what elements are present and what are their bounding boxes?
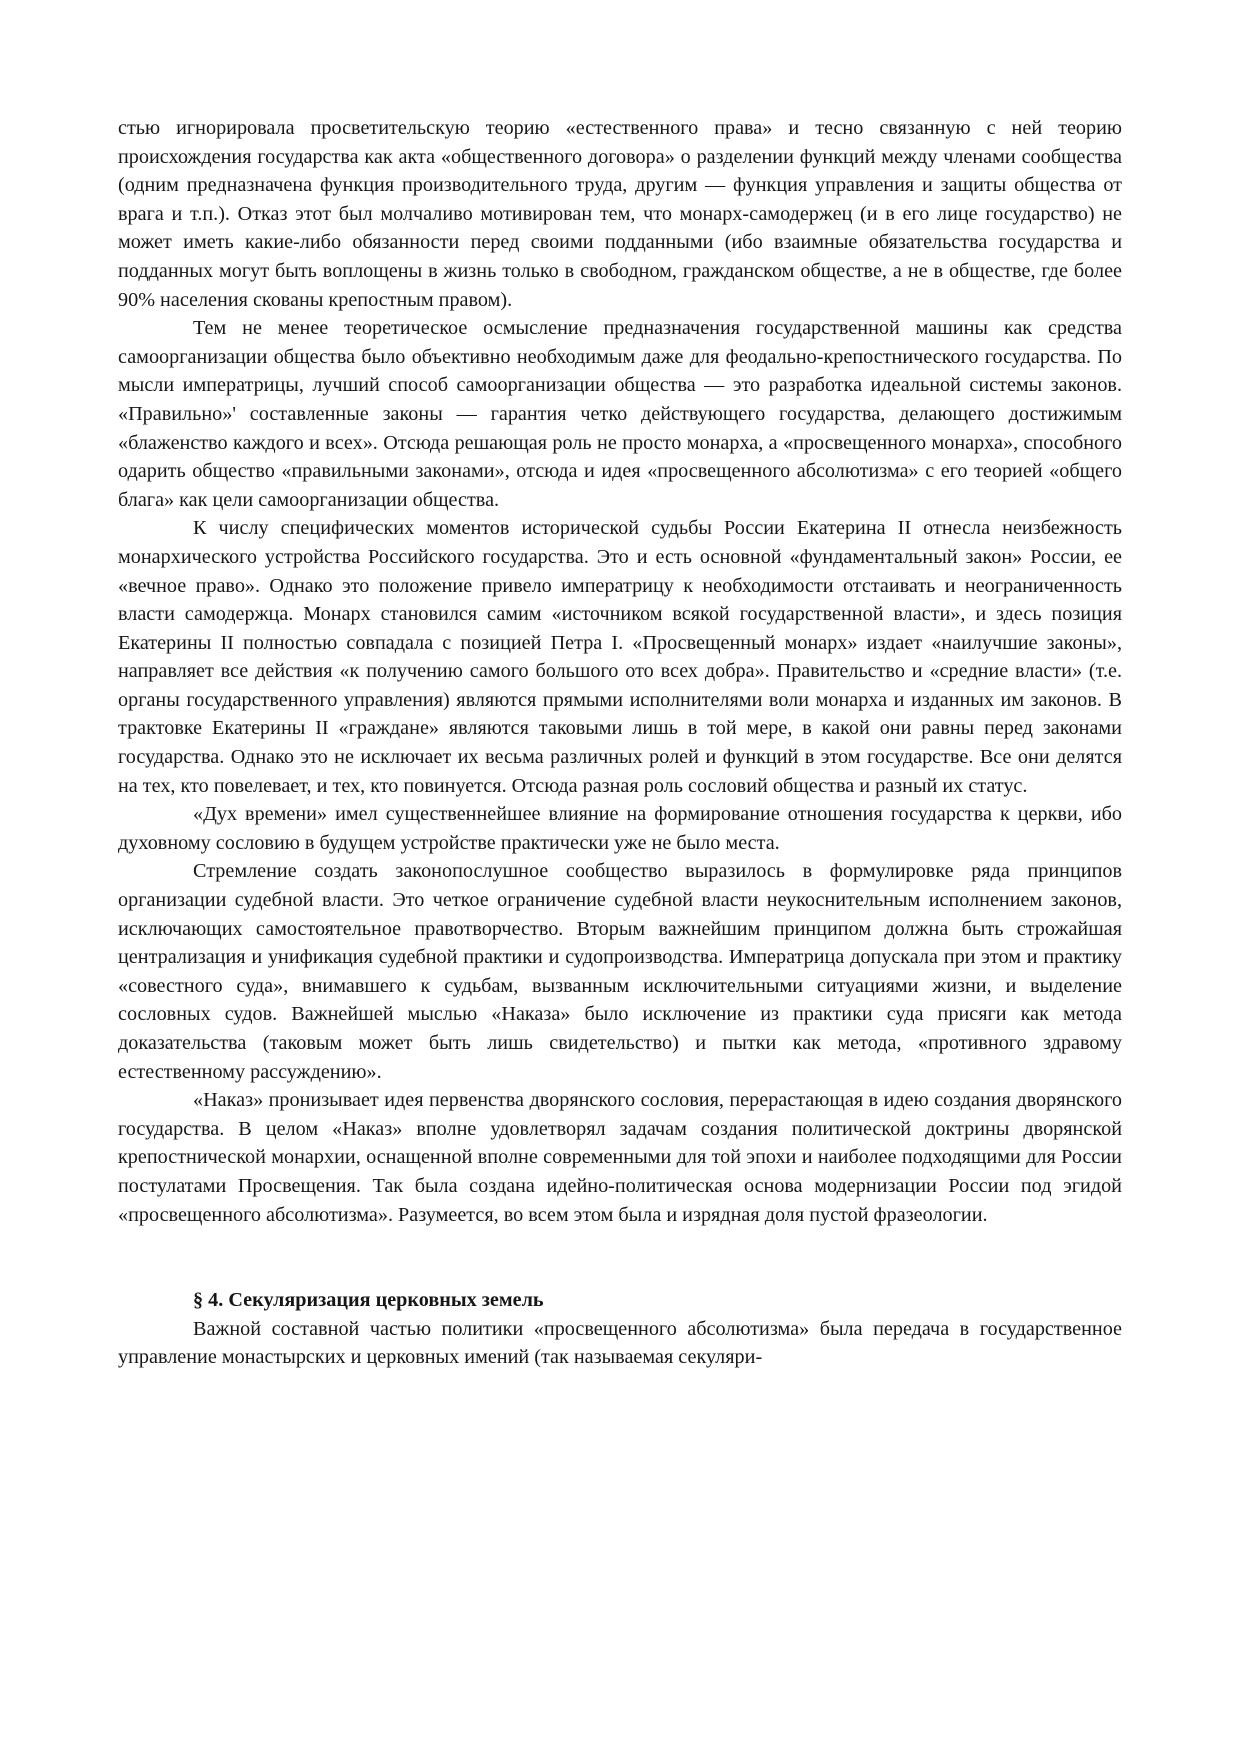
paragraph-3: К числу специфических моментов исторической судьбы России Екатерина II отнесла неизбежность монархического устройства Российского государства. Это и есть основной «фундаментальный закон» России, ее «вечное право». Однако это положение привело императрицу к необходимости отстаивать и неограниченность власти самодержца. Монарх становился самим «источником всякой государственной власти», и здесь позиция Екатерины II полностью совпадала с позицией Петра I. «Просвещенный монарх» издает «наилучшие законы», направляет все действия «к получению самого большого ото всех добра». Правительство и «средние власти» (т.е. органы государственного управления) являются прямыми исполнителями воли монарха и изданных им законов. В трактовке Екатерины II «граждане» являются таковыми лишь в той мере, в какой они равны перед законами государства. Однако это не исключает их весьма различных ролей и функций в этом государстве. Все они делятся на тех, кто повелевает, и тех, кто повинуется. Отсюда разная роль сословий общества и разный их статус. — [118, 517, 1122, 797]
section-paragraph: Важной составной частью политики «просвещенного абсолютизма» была передача в государственное управление монастырских и церковных имений (так называемая секуляри- — [118, 1317, 1122, 1369]
paragraph-2: Тем не менее теоретическое осмысление предназначения государственной машины как средства самоорганизации общества было объективно необходимым даже для феодально-крепостнического государства. По мысли императрицы, лучший способ самоорганизации общества — это разработка идеальной системы законов. «Правильно»' составленные законы — гарантия четко действующего государства, делающего достижимым «блаженство каждого и всех». Отсюда решающая роль не просто монарха, а «просвещенного монарха», способного одарить общество «правильными законами», отсюда и идея «просвещенного абсолютизма» с его теорией «общего блага» как цели самоорганизации общества. — [118, 317, 1122, 511]
paragraph-1: стью игнорировала просветительскую теорию «естественного права» и тесно связанную с ней теорию происхождения государства как акта «общественного договора» о разделении функций между членами сообщества (одним предназначена функция производительного труда, другим — функция управления и защиты общества от врага и т.п.). Отказ этот был молчаливо мотивирован тем, что монарх-самодержец (и в его лице государство) не может иметь какие-либо обязанности перед своими подданными (ибо взаимные обязательства государства и подданных могут быть воплощены в жизнь только в свободном, гражданском обществе, а не в обществе, где более 90% населения скованы крепостным правом). — [118, 117, 1122, 311]
paragraph-5: Стремление создать законопослушное сообщество выразилось в формулировке ряда принципов организации судебной власти. Это четкое ограничение судебной власти неукоснительным исполнением законов, исключающих самостоятельное правотворчество. Вторым важнейшим принципом должна быть строжайшая централизация и унификация судебной практики и судопроизводства. Императрица допускала при этом и практику «совестного суда», внимавшего к судьбам, вызванным исключительными ситуациями жизни, и выделение сословных судов. Важнейшей мыслью «Наказа» было исключение из практики суда присяги как метода доказательства (таковым может быть лишь свидетельство) и пытки как метода, «противного здравому естественному рассуждению». — [118, 860, 1122, 1083]
document-page — [118, 114, 1122, 1372]
paragraph-6: «Наказ» пронизывает идея первенства дворянского сословия, перерастающая в идею создания дворянского государства. В целом «Наказ» вполне удовлетворял задачам создания политической доктрины дворянской крепостнической монархии, оснащенной вполне современными для той эпохи и наиболее подходящими для России постулатами Просвещения. Так была создана идейно-политическая основа модернизации России под эгидой «просвещенного абсолютизма». Разумеется, во всем этом была и изрядная доля пустой фразеологии. — [118, 1089, 1122, 1226]
section-heading: § 4. Секуляризация церковных земель — [193, 1289, 544, 1312]
paragraph-4: «Дух времени» имел существеннейшее влияние на формирование отношения государства к церкви, ибо духовному сословию в будущем устройстве практически уже не было места. — [118, 803, 1122, 854]
